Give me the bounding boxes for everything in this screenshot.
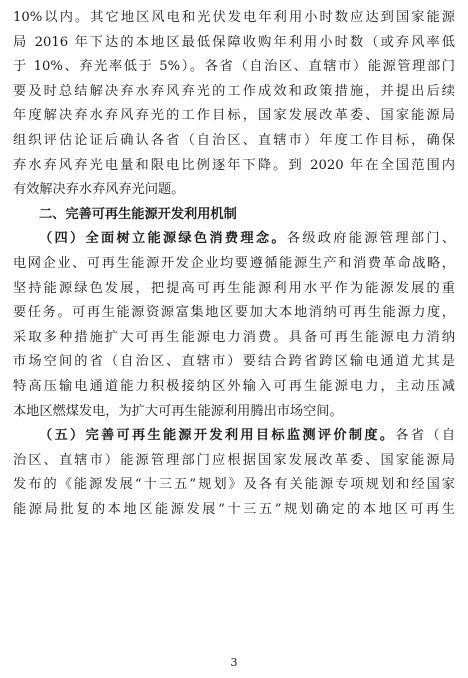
text-line: 特高压输电通道能力积极接纳区外输入可再生能源电力，主动压减: [13, 378, 455, 394]
text-line: 市场空间的省（自治区、直辖市）要结合跨省跨区输电通道尤其是: [13, 354, 455, 370]
text-line: 本地区燃煤发电，为扩大可再生能源利用腾出市场空间。: [13, 403, 343, 419]
text-line: 发布的《能源发展“十三五”规划》及各有关能源专项规划和经国家: [13, 477, 455, 493]
text-line: 于 10%、弃光率低于 5%）。各省（自治区、直辖市）能源管理部门: [13, 59, 455, 75]
paragraph-text: 各级政府能源管理部门、: [286, 231, 455, 247]
text-line: 坚持能源绿色发展，把提高可再生能源利用水平作为能源发展的重: [13, 280, 455, 296]
text-line: 电网企业、可再生能源开发企业均要遵循能源生产和消费革命战略，: [13, 255, 455, 271]
paragraph-subheading: （四）全面树立能源绿色消费理念。: [39, 231, 287, 247]
text-line: 组织评估论证后确认各省（自治区、直辖市）年度工作目标，确保: [13, 132, 455, 148]
paragraph-subheading: （五）完善可再生能源开发利用目标监测评价制度。: [39, 428, 396, 444]
section-heading: 二、完善可再生能源开发利用机制: [39, 206, 237, 222]
page-number: 3: [230, 656, 238, 669]
text-line: 采取多种措施扩大可再生能源电力消费。具备可再生能源电力消纳: [13, 329, 455, 345]
text-line: 要任务。可再生能源资源富集地区要加大本地消纳可再生能源力度，: [13, 305, 455, 321]
text-line: 要及时总结解决弃水弃风弃光的工作成效和政策措施，并提出后续: [13, 83, 455, 99]
text-line: 年度解决弃水弃风弃光的工作目标，国家发展改革委、国家能源局: [13, 108, 455, 124]
text-line: 10%以内。其它地区风电和光伏发电年利用小时数应达到国家能源: [13, 10, 455, 25]
text-line: 治区、直辖市）能源管理部门应根据国家发展改革委、国家能源局: [13, 452, 455, 468]
paragraph-text: 各省（自: [395, 428, 455, 444]
text-line: 能源局批复的本地区能源发展“十三五”规划确定的本地区可再生: [13, 501, 455, 517]
text-line: 局 2016 年下达的本地区最低保障收购年利用小时数（或弃风率低: [13, 34, 455, 50]
document-body: [13, 6, 455, 522]
paragraph-first-line: [13, 424, 455, 449]
paragraph-first-line: [13, 227, 455, 252]
text-line: 弃水弃风弃光电量和限电比例逐年下降。到 2020 年在全国范围内: [13, 157, 455, 173]
text-line: 有效解决弃水弃风弃光问题。: [13, 182, 185, 198]
